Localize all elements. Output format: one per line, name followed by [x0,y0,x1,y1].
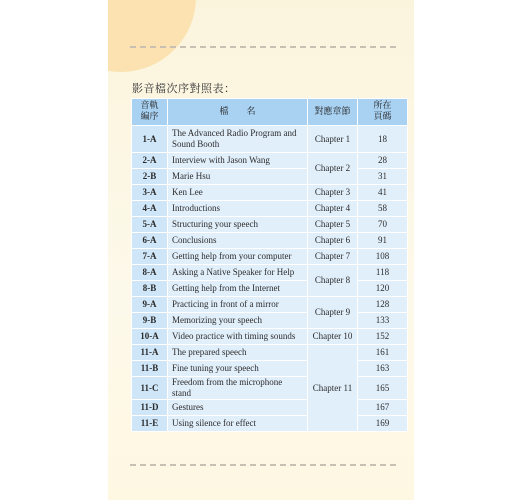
track-code: 11-C [132,377,168,400]
table-row [132,217,408,233]
page-number: 161 [358,345,408,361]
track-code: 5-A [132,217,168,233]
chapter-cell: Chapter 7 [308,249,358,265]
page-number: 31 [358,169,408,185]
header-file-name: 檔 名 [168,99,308,126]
table-row [132,329,408,345]
table-header-row [132,99,408,126]
page-number: 128 [358,297,408,313]
track-name: Asking a Native Speaker for Help [168,265,308,281]
track-code: 1-A [132,126,168,153]
table-row [132,185,408,201]
page-number: 118 [358,265,408,281]
track-name: Using silence for effect [168,416,308,432]
page-number: 152 [358,329,408,345]
table-row [132,153,408,169]
table-row [132,233,408,249]
track-name: Interview with Jason Wang [168,153,308,169]
track-code: 4-A [132,201,168,217]
page-heading: 影音檔次序對照表： [132,82,236,95]
table-row [132,297,408,313]
page-number: 58 [358,201,408,217]
page-number: 70 [358,217,408,233]
track-name: Gestures [168,400,308,416]
track-name: Fine tuning your speech [168,361,308,377]
chapter-cell: Chapter 11 [308,345,358,432]
track-name: Practicing in front of a mirror [168,297,308,313]
track-name: Ken Lee [168,185,308,201]
page-number: 167 [358,400,408,416]
track-name: Freedom from the microphone stand [168,377,308,400]
track-code: 2-B [132,169,168,185]
chapter-cell: Chapter 1 [308,126,358,153]
track-code: 3-A [132,185,168,201]
table-row [132,281,408,297]
header-chapter: 對應章節 [308,99,358,126]
top-dashed-divider [130,46,396,48]
page-number: 108 [358,249,408,265]
page-number: 165 [358,377,408,400]
header-page-no: 所在 頁碼 [358,99,408,126]
page-number: 163 [358,361,408,377]
chapter-cell: Chapter 6 [308,233,358,249]
track-code: 7-A [132,249,168,265]
table-row [132,169,408,185]
page-number: 133 [358,313,408,329]
track-name: Getting help from the Internet [168,281,308,297]
track-name: Marie Hsu [168,169,308,185]
track-code: 6-A [132,233,168,249]
chapter-cell: Chapter 10 [308,329,358,345]
chapter-cell: Chapter 5 [308,217,358,233]
chapter-cell: Chapter 3 [308,185,358,201]
track-name: Memorizing your speech [168,313,308,329]
track-name: Video practice with timing sounds [168,329,308,345]
chapter-cell: Chapter 4 [308,201,358,217]
table-row [132,313,408,329]
decorative-circle [108,0,196,72]
track-name: Structuring your speech [168,217,308,233]
track-code: 9-B [132,313,168,329]
book-page [108,0,414,500]
track-name: Conclusions [168,233,308,249]
chapter-cell: Chapter 9 [308,297,358,329]
track-name: The Advanced Radio Program and Sound Booth [168,126,308,153]
table-row [132,265,408,281]
table-row [132,361,408,377]
track-table [131,98,408,432]
page-number: 120 [358,281,408,297]
page-number: 91 [358,233,408,249]
table-row [132,400,408,416]
track-code: 8-B [132,281,168,297]
page-number: 18 [358,126,408,153]
chapter-cell: Chapter 2 [308,153,358,185]
bottom-dashed-divider [130,464,396,466]
track-code: 11-B [132,361,168,377]
table-row [132,126,408,153]
table-row [132,249,408,265]
track-name: Introductions [168,201,308,217]
track-code: 10-A [132,329,168,345]
table-row [132,345,408,361]
header-track-no: 音軌 編序 [132,99,168,126]
track-code: 11-A [132,345,168,361]
track-name: The prepared speech [168,345,308,361]
track-code: 2-A [132,153,168,169]
table-row [132,416,408,432]
track-code: 11-E [132,416,168,432]
page-number: 28 [358,153,408,169]
track-code: 11-D [132,400,168,416]
track-code: 9-A [132,297,168,313]
page-number: 169 [358,416,408,432]
chapter-cell: Chapter 8 [308,265,358,297]
page-number: 41 [358,185,408,201]
track-code: 8-A [132,265,168,281]
track-name: Getting help from your computer [168,249,308,265]
table-row [132,201,408,217]
table-row [132,377,408,400]
